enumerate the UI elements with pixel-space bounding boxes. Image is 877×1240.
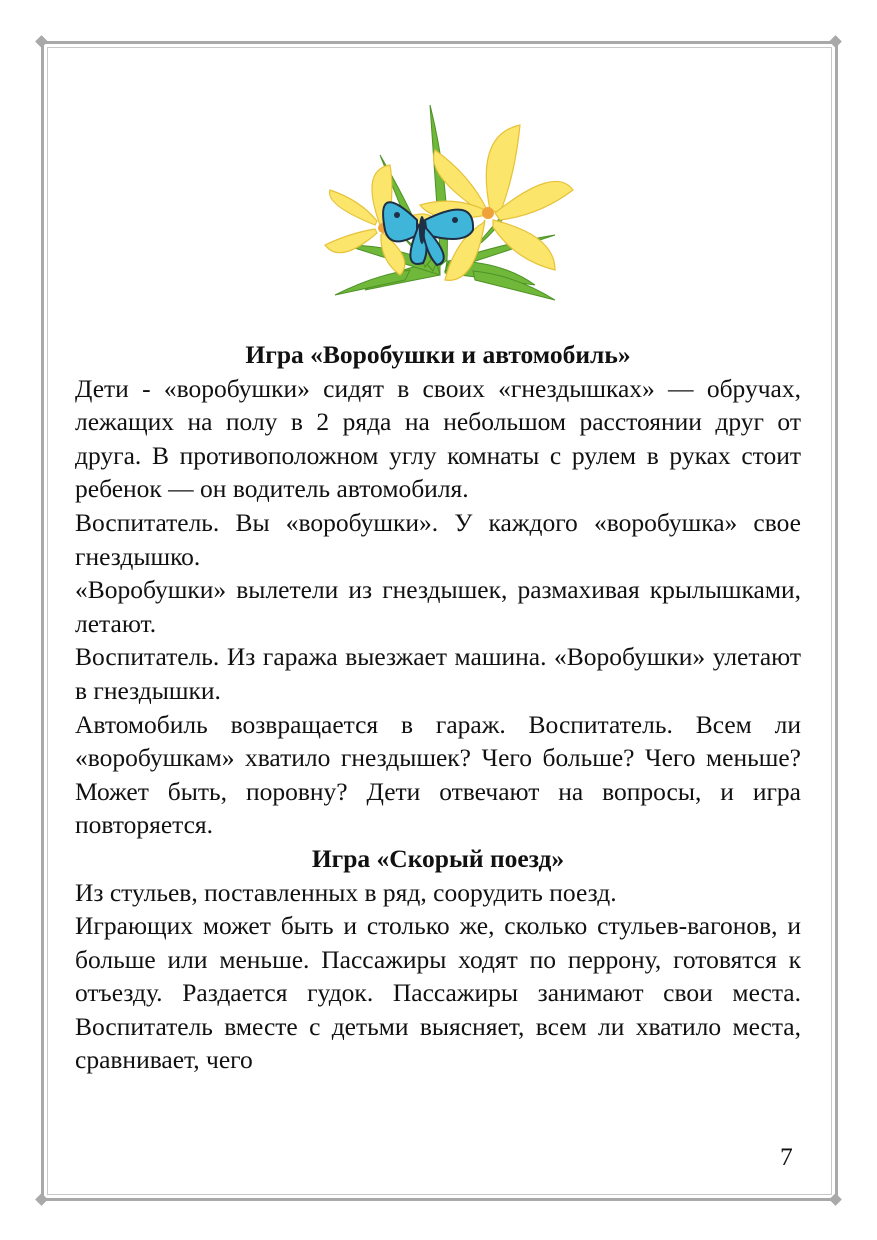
paragraph: Воспитатель. Из гаража выезжает машина. «Воробушки» улетают в гнездышки. (75, 642, 801, 705)
paragraph: «Воробушки» вылетели из гнездышек, размахивая крылышками, летают. (75, 575, 801, 638)
paragraph: Воспитатель. Вы «воробушки». У каждого «воробушка» свое гнездышко. (75, 507, 801, 571)
lily-butterfly-icon (305, 95, 575, 305)
paragraph: Автомобиль возвращается в гараж. Воспитатель. Всем ли «воробушкам» хватило гнездышек? Чего больше? Чего меньше? Может быть, поровну? Дети отвечают на вопросы, и игра повторяется. (75, 709, 801, 840)
page-content (75, 338, 801, 1077)
section-title-train: Игра «Скорый поезд» (311, 843, 565, 873)
page-number: 7 (780, 1142, 793, 1171)
paragraph: Дети - «воробушки» сидят в своих «гнездышках» — обручах, лежащих на полу в 2 ряда на небольшом расстоянии друг от друга. В противоположном углу комнаты с рулем в руках стоит ребенок — он водитель автомобиля. (75, 373, 801, 504)
paragraph: Из стульев, поставленных в ряд, соорудить поезд. (75, 877, 617, 907)
section-title-sparrows: Игра «Воробушки и автомобиль» (245, 340, 631, 369)
paragraph: Играющих может быть и столько же, сколько стульев-вагонов, и больше или меньше. Пассажиры ходят по перрону, готовятся к отъезду. Раздается гудок. Пассажиры занимают свои места. Воспитатель вместе с детьми выясняет, всем ли хватило места, сравнивает, чего (75, 911, 801, 1075)
